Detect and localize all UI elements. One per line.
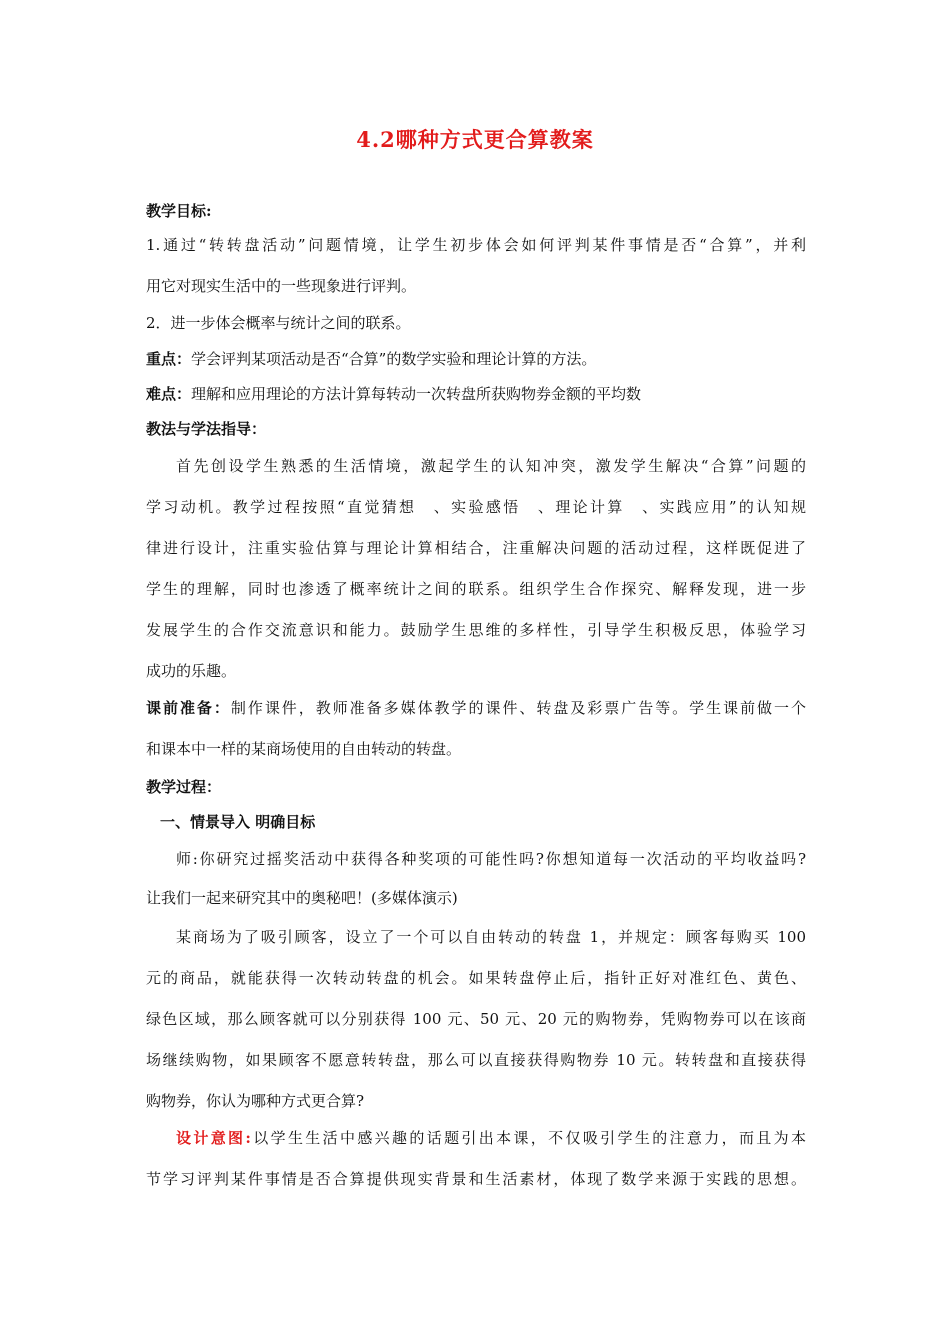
story-line: 绿色区域，那么顾客就可以分别获得 100 元、50 元、20 元的购物券，凭购物券可以在该商 (146, 1010, 806, 1028)
preparation-label: 课前准备： (146, 699, 231, 717)
story-line: 场继续购物，如果顾客不愿意转转盘，那么可以直接获得购物券 10 元。转转盘和直接获得 (146, 1051, 806, 1069)
section-1-heading: 一、情景导入 明确目标 (160, 813, 316, 831)
story-line: 某商场为了吸引顾客，设立了一个可以自由转动的转盘 1，并规定：顾客每购买 100 (176, 928, 806, 946)
preparation-text: 制作课件，教师准备多媒体教学的课件、转盘及彩票广告等。学生课前做一个 (230, 699, 806, 717)
method-line: 成功的乐趣。 (146, 662, 237, 680)
key-point-label: 重点： (146, 350, 192, 368)
method-line: 发展学生的合作交流意识和能力。鼓励学生思维的多样性，引导学生积极反思，体验学习 (146, 621, 806, 639)
key-point (146, 348, 806, 370)
process-heading: 教学过程： (146, 778, 222, 796)
design-intent-text: 以学生生活中感兴趣的话题引出本课，不仅吸引学生的注意力，而且为本 (250, 1129, 806, 1147)
story-line: 购物券，你认为哪种方式更合算? (146, 1092, 365, 1110)
story-line: 元的商品，就能获得一次转动转盘的机会。如果转盘停止后，指针正好对准红色、黄色、 (146, 969, 806, 987)
teacher-line-1: 师:你研究过摇奖活动中获得各种奖项的可能性吗?你想知道每一次活动的平均收益吗? (176, 850, 806, 868)
design-intent-line-1 (176, 1127, 806, 1149)
document-title: 4.2哪种方式更合算教案 (356, 127, 594, 152)
teacher-line-2: 让我们一起来研究其中的奥秘吧！(多媒体演示) (146, 889, 458, 907)
objective-1-line-2: 用它对现实生活中的一些现象进行评判。 (146, 277, 417, 295)
method-line: 首先创设学生熟悉的生活情境，激起学生的认知冲突，激发学生解决“合算”问题的 (176, 457, 806, 475)
design-intent-line-2: 节学习评判某件事情是否合算提供现实背景和生活素材，体现了数学来源于实践的思想。 (146, 1170, 806, 1188)
difficulty-text: 理解和应用理论的方法计算每转动一次转盘所获购物券金额的平均数 (191, 385, 642, 403)
objectives-heading: 教学目标: (146, 202, 212, 220)
difficulty (146, 383, 806, 405)
objective-2: 2．进一步体会概率与统计之间的联系。 (146, 314, 411, 332)
method-line: 学习动机。教学过程按照“直觉猜想 、实验感悟 、理论计算 、实践应用”的认知规 (146, 498, 806, 516)
method-heading: 教法与学法指导： (146, 420, 267, 438)
preparation-line-1 (146, 697, 806, 719)
design-intent-label: 设计意图: (176, 1129, 251, 1147)
preparation-line-2: 和课本中一样的某商场使用的自由转动的转盘。 (146, 740, 462, 758)
method-line: 律进行设计，注重实验估算与理论计算相结合，注重解决问题的活动过程，这样既促进了 (146, 539, 806, 557)
difficulty-label: 难点： (146, 385, 192, 403)
objective-1-line-1: 1.通过“转转盘活动”问题情境，让学生初步体会如何评判某件事情是否“合算”，并利 (146, 236, 806, 254)
method-line: 学生的理解，同时也渗透了概率统计之间的联系。组织学生合作探究、解释发现，进一步 (146, 580, 806, 598)
key-point-text: 学会评判某项活动是否“合算”的数学实验和理论计算的方法。 (191, 350, 597, 368)
